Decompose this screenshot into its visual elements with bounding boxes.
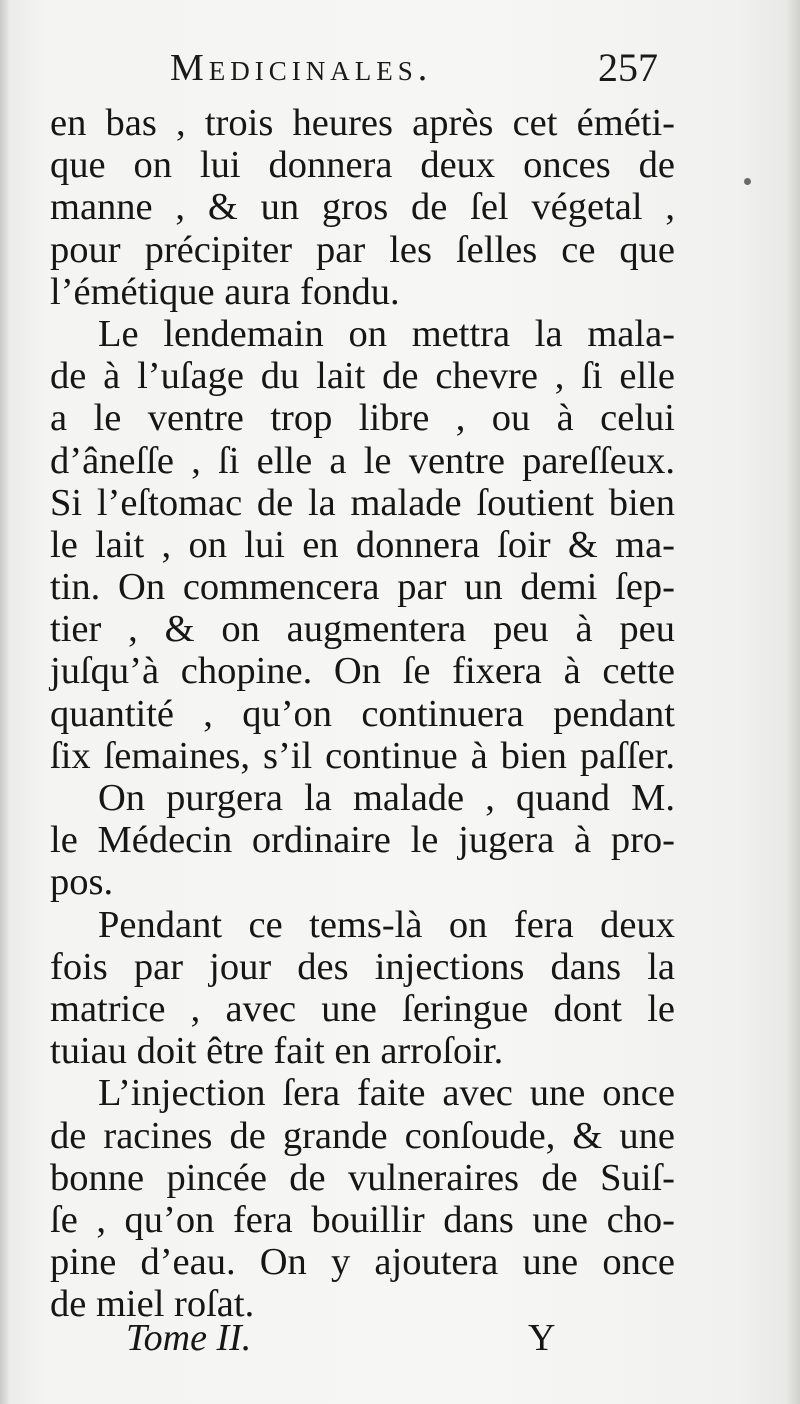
text-line: L’injection ſera faite avec une once: [98, 1072, 675, 1115]
text-line: a le ventre trop libre , ou à celui: [50, 397, 675, 440]
page-footer: [0, 1316, 800, 1366]
text-line: tin. On commencera par un demi ſep-: [50, 566, 675, 609]
text-line: tuiau doit être fait en arroſoir.: [50, 1030, 504, 1073]
body-text: [50, 102, 675, 1325]
text-line: pine d’eau. On y ajoutera une once: [50, 1241, 675, 1284]
text-line: de miel roſat.: [50, 1283, 255, 1326]
text-line: Pendant ce tems-là on fera deux: [98, 903, 675, 946]
text-line: juſqu’à chopine. On ſe fixera à cette: [50, 650, 675, 693]
text-line: ſe , qu’on fera bouillir dans une cho-: [50, 1198, 675, 1241]
text-line: pour précipiter par les ſelles ce que: [50, 228, 675, 271]
volume-label: Tome II.: [126, 1317, 252, 1359]
text-line: de à l’uſage du lait de chevre , ſi elle: [50, 355, 675, 398]
text-line: tier , & on augmentera peu à peu: [50, 608, 675, 651]
text-line: en bas , trois heures après cet éméti-: [50, 102, 675, 144]
text-line: On purgera la malade , quand M.: [98, 777, 675, 819]
text-line: d’âneſſe , ſi elle a le ventre pareſſeux.: [50, 439, 675, 482]
signature-mark: Y: [528, 1317, 556, 1359]
running-title: Medicinales.: [170, 47, 433, 89]
text-line: bonne pincée de vulneraires de Suiſ-: [50, 1156, 675, 1199]
paper-speck: [744, 178, 751, 185]
text-line: le Médecin ordinaire le jugera à pro-: [50, 819, 675, 862]
text-line: Si l’eſtomac de la malade ſoutient bien: [50, 481, 675, 524]
text-line: de racines de grande conſoude, & une: [50, 1114, 675, 1157]
text-line: fois par jour des injections dans la: [50, 945, 675, 988]
page-number: 257: [598, 45, 658, 90]
text-line: quantité , qu’on continuera pendant: [50, 692, 675, 735]
text-line: Le lendemain on mettra la mala-: [98, 312, 675, 355]
text-line: pos.: [50, 861, 114, 904]
page-header: [0, 42, 800, 102]
text-line: que on lui donnera deux onces de: [50, 144, 675, 187]
text-line: manne , & un gros de ſel végetal ,: [50, 186, 675, 229]
text-line: matrice , avec une ſeringue dont le: [50, 987, 675, 1030]
text-line: le lait , on lui en donnera ſoir & ma-: [50, 523, 675, 566]
text-line: ſix ſemaines, s’il continue à bien paſſer.: [50, 734, 675, 777]
text-line: l’émétique aura fondu.: [50, 270, 400, 313]
